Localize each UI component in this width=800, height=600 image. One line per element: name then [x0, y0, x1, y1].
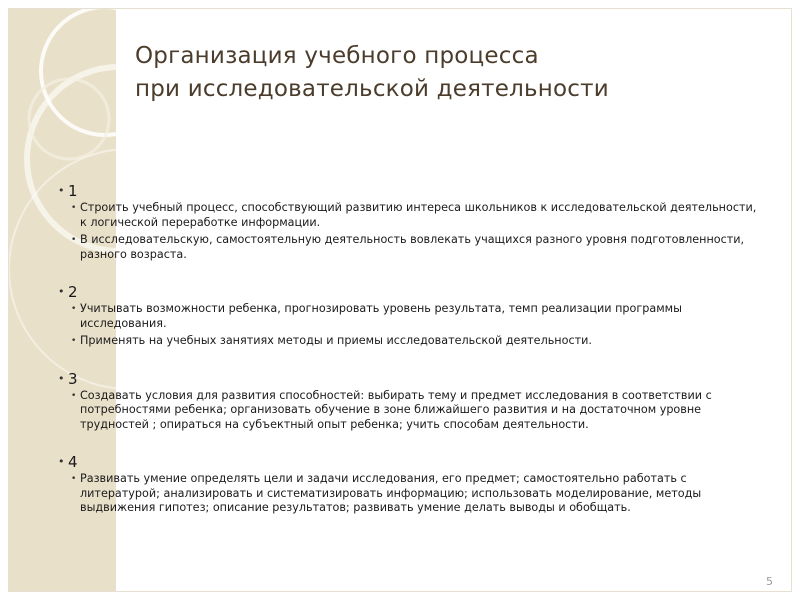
section-items: [58, 389, 758, 433]
section-number: • 2: [58, 284, 758, 300]
slide-title: [135, 40, 775, 106]
section-number: • 4: [58, 454, 758, 470]
slide-content: [58, 183, 758, 538]
list-item: • Строить учебный процесс, способствующий развитию интереса школьников к исследовательской деятельности, к логической переработке информации.: [58, 201, 758, 230]
section-2: [58, 284, 758, 349]
section-number: • 1: [58, 183, 758, 199]
list-item: • Создавать условия для развития способностей: выбирать тему и предмет исследования в соответствии с потребностями ребенка; организовать обучение в зоне ближайшего развития и на достаточном уровне трудностей ; опираться на субъектный опыт ребенка; учить способам деятельности.: [58, 389, 758, 433]
section-items: [58, 201, 758, 262]
list-item: • Развивать умение определять цели и задачи исследования, его предмет; самостоятельно работать с литературой; анализировать и систематизировать информацию; использовать моделирование, методы выдвижения гипотез; описание результатов; развивать умение делать выводы и обобщать.: [58, 472, 758, 516]
section-number: • 3: [58, 371, 758, 387]
list-item: • Применять на учебных занятиях методы и приемы исследовательской деятельности.: [58, 334, 758, 349]
list-item: • Учитывать возможности ребенка, прогнозировать уровень результата, темп реализации программы исследования.: [58, 302, 758, 331]
title-line-1: Организация учебного процесса: [135, 43, 539, 69]
section-3: [58, 371, 758, 433]
section-4: [58, 454, 758, 516]
section-1: [58, 183, 758, 262]
list-item: • В исследовательскую, самостоятельную деятельность вовлекать учащихся разного уровня подготовленности, разного возраста.: [58, 233, 758, 262]
title-line-2: при исследовательской деятельности: [135, 76, 609, 102]
page-number: 5: [766, 575, 773, 588]
section-items: [58, 472, 758, 516]
section-items: [58, 302, 758, 349]
